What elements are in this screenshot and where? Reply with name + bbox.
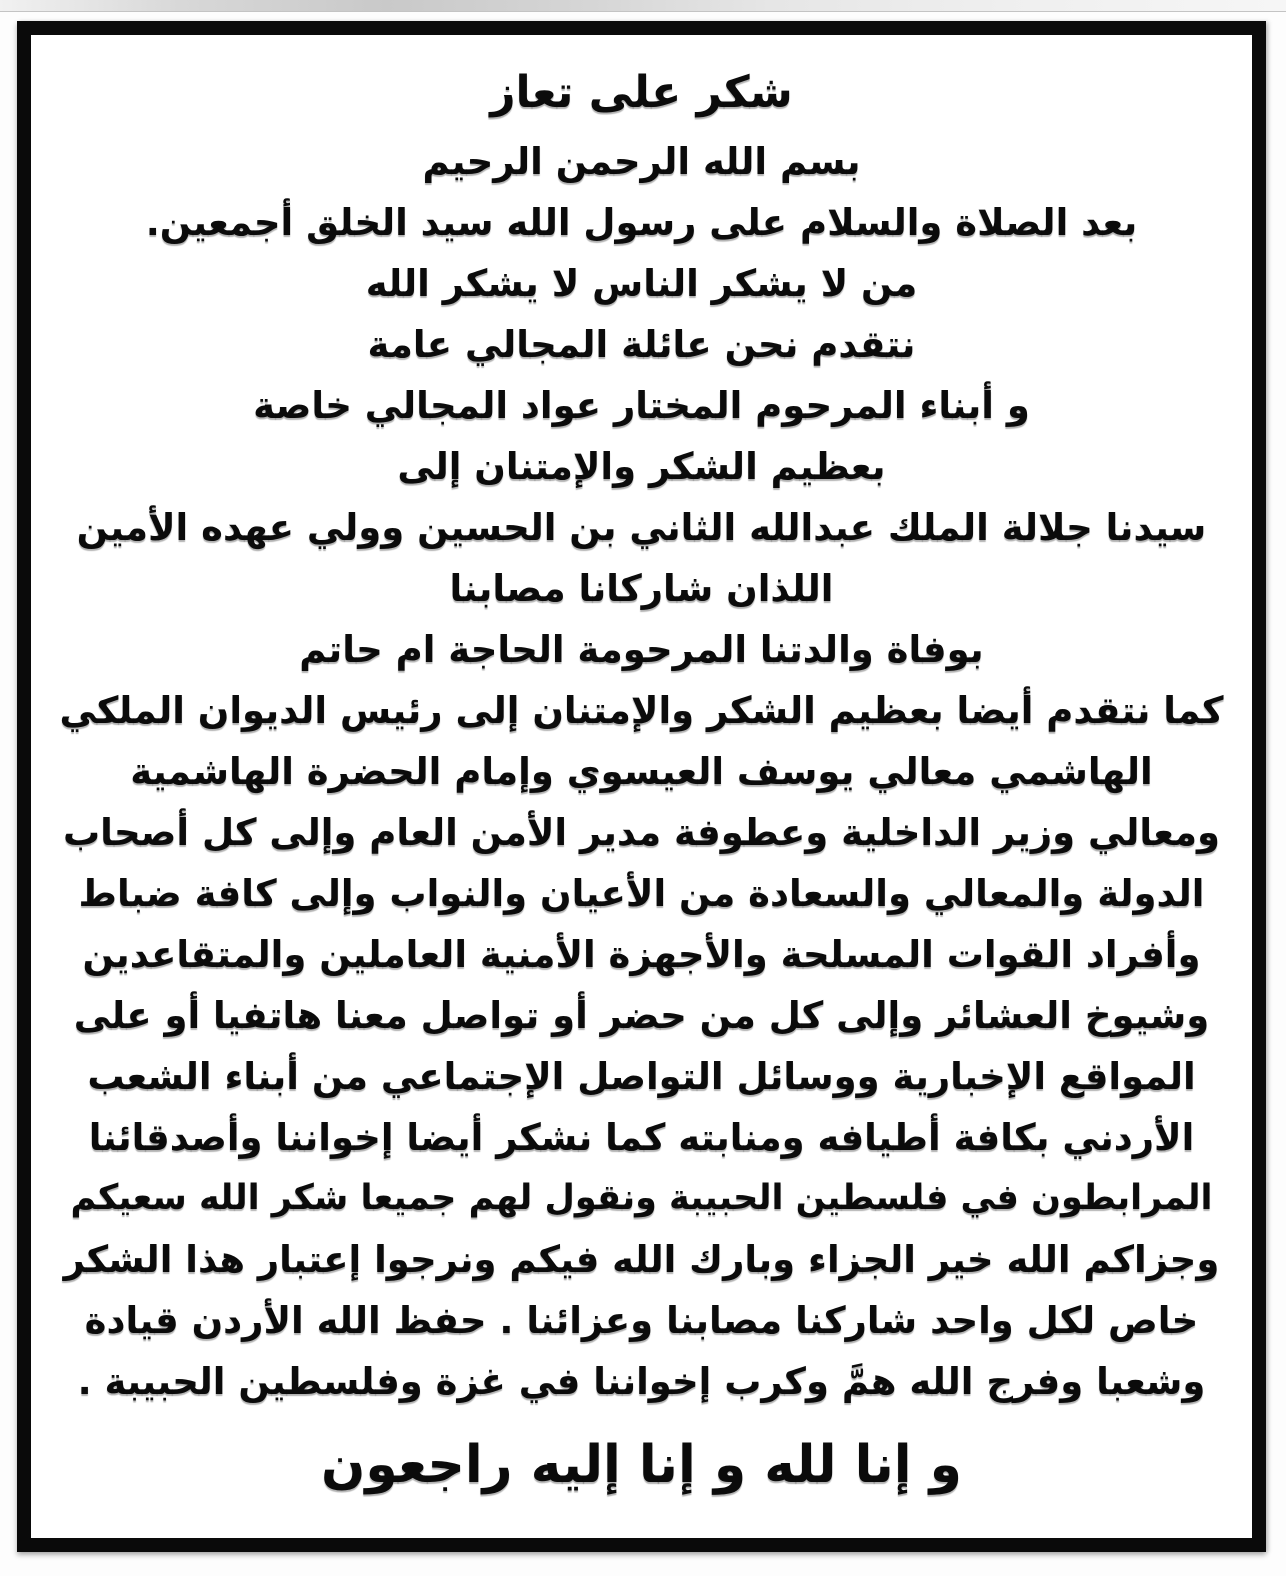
text-line: من لا يشكر الناس لا يشكر الله: [365, 262, 918, 305]
announcement-frame: [17, 21, 1266, 1552]
istirja-closing-line: و إنا لله و إنا إليه راجعون: [321, 1435, 962, 1495]
text-line: المرابطون في فلسطين الحبيبة ونقول لهم جميعا شكر الله سعيكم: [70, 1178, 1213, 1218]
text-line: الهاشمي معالي يوسف العيسوي وإمام الحضرة الهاشمية: [130, 750, 1153, 793]
text-line: وأفراد القوات المسلحة والأجهزة الأمنية العاملين والمتقاعدين: [82, 933, 1201, 976]
text-line: بعظيم الشكر والإمتنان إلى: [397, 445, 886, 488]
text-line: بعد الصلاة والسلام على رسول الله سيد الخلق أجمعين.: [145, 201, 1138, 244]
text-line: نتقدم نحن عائلة المجالي عامة: [367, 323, 916, 366]
text-line: المواقع الإخبارية ووسائل التواصل الإجتماعي من أبناء الشعب: [87, 1055, 1196, 1098]
announcement-title: شكر على تعاز: [490, 67, 793, 118]
text-line: خاص لكل واحد شاركنا مصابنا وعزائنا . حفظ الله الأردن قيادة: [84, 1299, 1199, 1342]
scan-artifact-strip: [0, 0, 1286, 12]
basmala-line: بسم الله الرحمن الرحيم: [422, 140, 861, 183]
text-line: الدولة والمعالي والسعادة من الأعيان والنواب وإلى كافة ضباط: [78, 872, 1205, 915]
text-line: الأردني بكافة أطيافه ومنابته كما نشكر أيضا إخواننا وأصدقائنا: [88, 1116, 1195, 1159]
text-line: بوفاة والدتنا المرحومة الحاجة ام حاتم: [299, 628, 984, 671]
text-line: وجزاكم الله خير الجزاء وبارك الله فيكم ونرجوا إعتبار هذا الشكر: [63, 1238, 1220, 1281]
text-line: كما نتقدم أيضا بعظيم الشكر والإمتنان إلى رئيس الديوان الملكي: [59, 689, 1224, 732]
text-line: و أبناء المرحوم المختار عواد المجالي خاصة: [253, 384, 1030, 427]
text-line: سيدنا جلالة الملك عبدالله الثاني بن الحسين وولي عهده الأمين: [76, 506, 1207, 549]
text-line: ومعالي وزير الداخلية وعطوفة مدير الأمن العام وإلى كل أصحاب: [62, 811, 1221, 854]
text-line: اللذان شاركانا مصابنا: [449, 567, 834, 610]
text-line: وشعبا وفرج الله همَّ وكرب إخواننا في غزة وفلسطين الحبيبة .: [77, 1360, 1206, 1403]
text-line: وشيوخ العشائر وإلى كل من حضر أو تواصل معنا هاتفيا أو على: [73, 994, 1210, 1037]
